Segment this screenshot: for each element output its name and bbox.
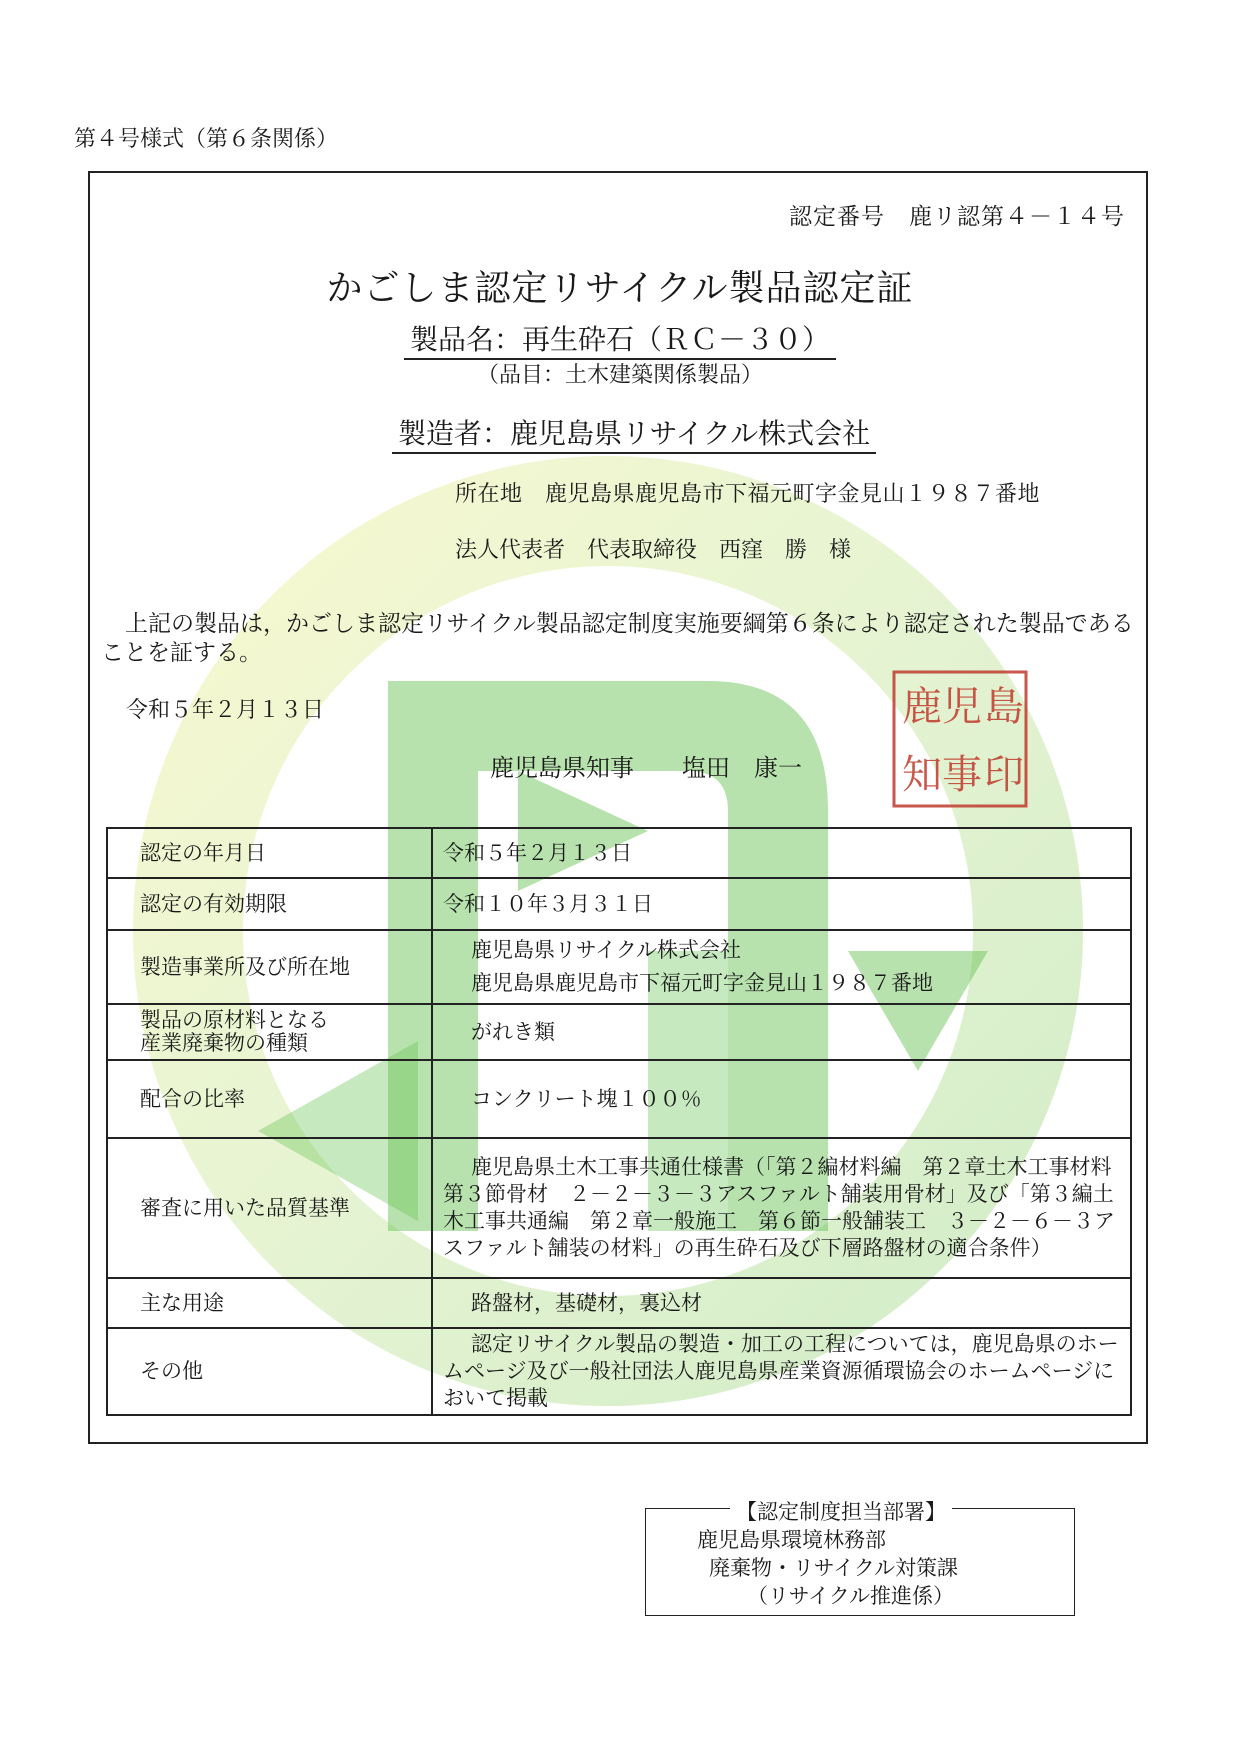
row-key: [107, 1004, 432, 1060]
form-number-label: 第４号様式（第６条関係）: [74, 127, 339, 152]
certification-statement: 上記の製品は，かごしま認定リサイクル製品認定制度実施要綱第６条により認定された製品であることを証する。: [101, 611, 1134, 666]
row-value: [432, 930, 1131, 1004]
issue-date: 令和５年２月１３日: [126, 698, 325, 723]
svg-text:印: 印: [984, 752, 1024, 798]
row-key: 配合の比率: [107, 1060, 432, 1138]
product-name: [0, 318, 1240, 358]
row-key: 主な用途: [107, 1278, 432, 1328]
row-key-line: 産業廃棄物の種類: [140, 1031, 308, 1055]
table-row: [107, 878, 1131, 930]
governor-signature: 鹿児島県知事 塩田 康一: [490, 754, 802, 782]
table-row: [107, 1328, 1131, 1415]
certificate-title: かごしま認定リサイクル製品認定証: [326, 268, 914, 309]
certification-number: 認定番号 鹿リ認第４－１４号: [789, 204, 1125, 230]
manufacturer-name-text: 製造者：鹿児島県リサイクル株式会社: [392, 417, 876, 454]
row-key: 認定の有効期限: [107, 878, 432, 930]
svg-text:鹿: 鹿: [902, 684, 942, 730]
manufacturer-address: 所在地 鹿児島県鹿児島市下福元町字金見山１９８７番地: [455, 482, 1041, 507]
row-key: 認定の年月日: [107, 828, 432, 878]
certification-details-table: [106, 827, 1132, 1416]
row-key: その他: [107, 1328, 432, 1415]
governor-seal-stamp: [890, 668, 1030, 810]
department-line: 廃棄物・リサイクル対策課: [709, 1556, 959, 1580]
svg-text:島: 島: [984, 684, 1024, 730]
svg-text:児: 児: [942, 684, 982, 730]
representative: 法人代表者 代表取締役 西窪 勝 様: [455, 538, 852, 563]
product-name-text: 製品名：再生砕石（ＲＣ－３０）: [404, 323, 836, 360]
row-key-line: 製品の原材料となる: [140, 1008, 329, 1032]
manufacturer-name: [392, 412, 876, 452]
svg-text:知: 知: [902, 752, 942, 798]
row-value: がれき類: [432, 1004, 1131, 1060]
row-value: 認定リサイクル製品の製造・加工の工程については，鹿児島県のホームページ及び一般社団法人鹿児島県産業資源循環協会のホームページにおいて掲載: [432, 1328, 1131, 1415]
table-row: [107, 1138, 1131, 1278]
table-row: [107, 930, 1131, 1004]
product-category: （品目：土木建築関係製品）: [476, 363, 763, 388]
row-value: 鹿児島県土木工事共通仕様書（「第２編材料編 第２章土木工事材料 第３節骨材 ２－２－３－３アスファルト舗装用骨材」及び「第３編土木工事共通編 第２章一般施工 第６節一般舗装工 ３－２－６－３アスファルト舗装の材料」の再生砕石及び下層路盤材の適合条件）: [432, 1138, 1131, 1278]
row-value-line: 鹿児島県鹿児島市下福元町字金見山１９８７番地: [471, 971, 933, 995]
row-value: 令和１０年３月３１日: [432, 878, 1131, 930]
table-row: [107, 1060, 1131, 1138]
department-box-title: 【認定制度担当部署】: [730, 1496, 952, 1526]
row-key: 製造事業所及び所在地: [107, 930, 432, 1004]
row-value: 路盤材，基礎材，裏込材: [432, 1278, 1131, 1328]
table-row: [107, 1278, 1131, 1328]
table-row: [107, 828, 1131, 878]
svg-text:事: 事: [942, 752, 982, 798]
row-key: 審査に用いた品質基準: [107, 1138, 432, 1278]
table-row: [107, 1004, 1131, 1060]
department-line: 鹿児島県環境林務部: [697, 1528, 886, 1552]
department-line: （リサイクル推進係）: [747, 1584, 955, 1608]
row-value: 令和５年２月１３日: [432, 828, 1131, 878]
row-value: コンクリート塊１００％: [432, 1060, 1131, 1138]
row-value-line: 鹿児島県リサイクル株式会社: [471, 938, 742, 962]
